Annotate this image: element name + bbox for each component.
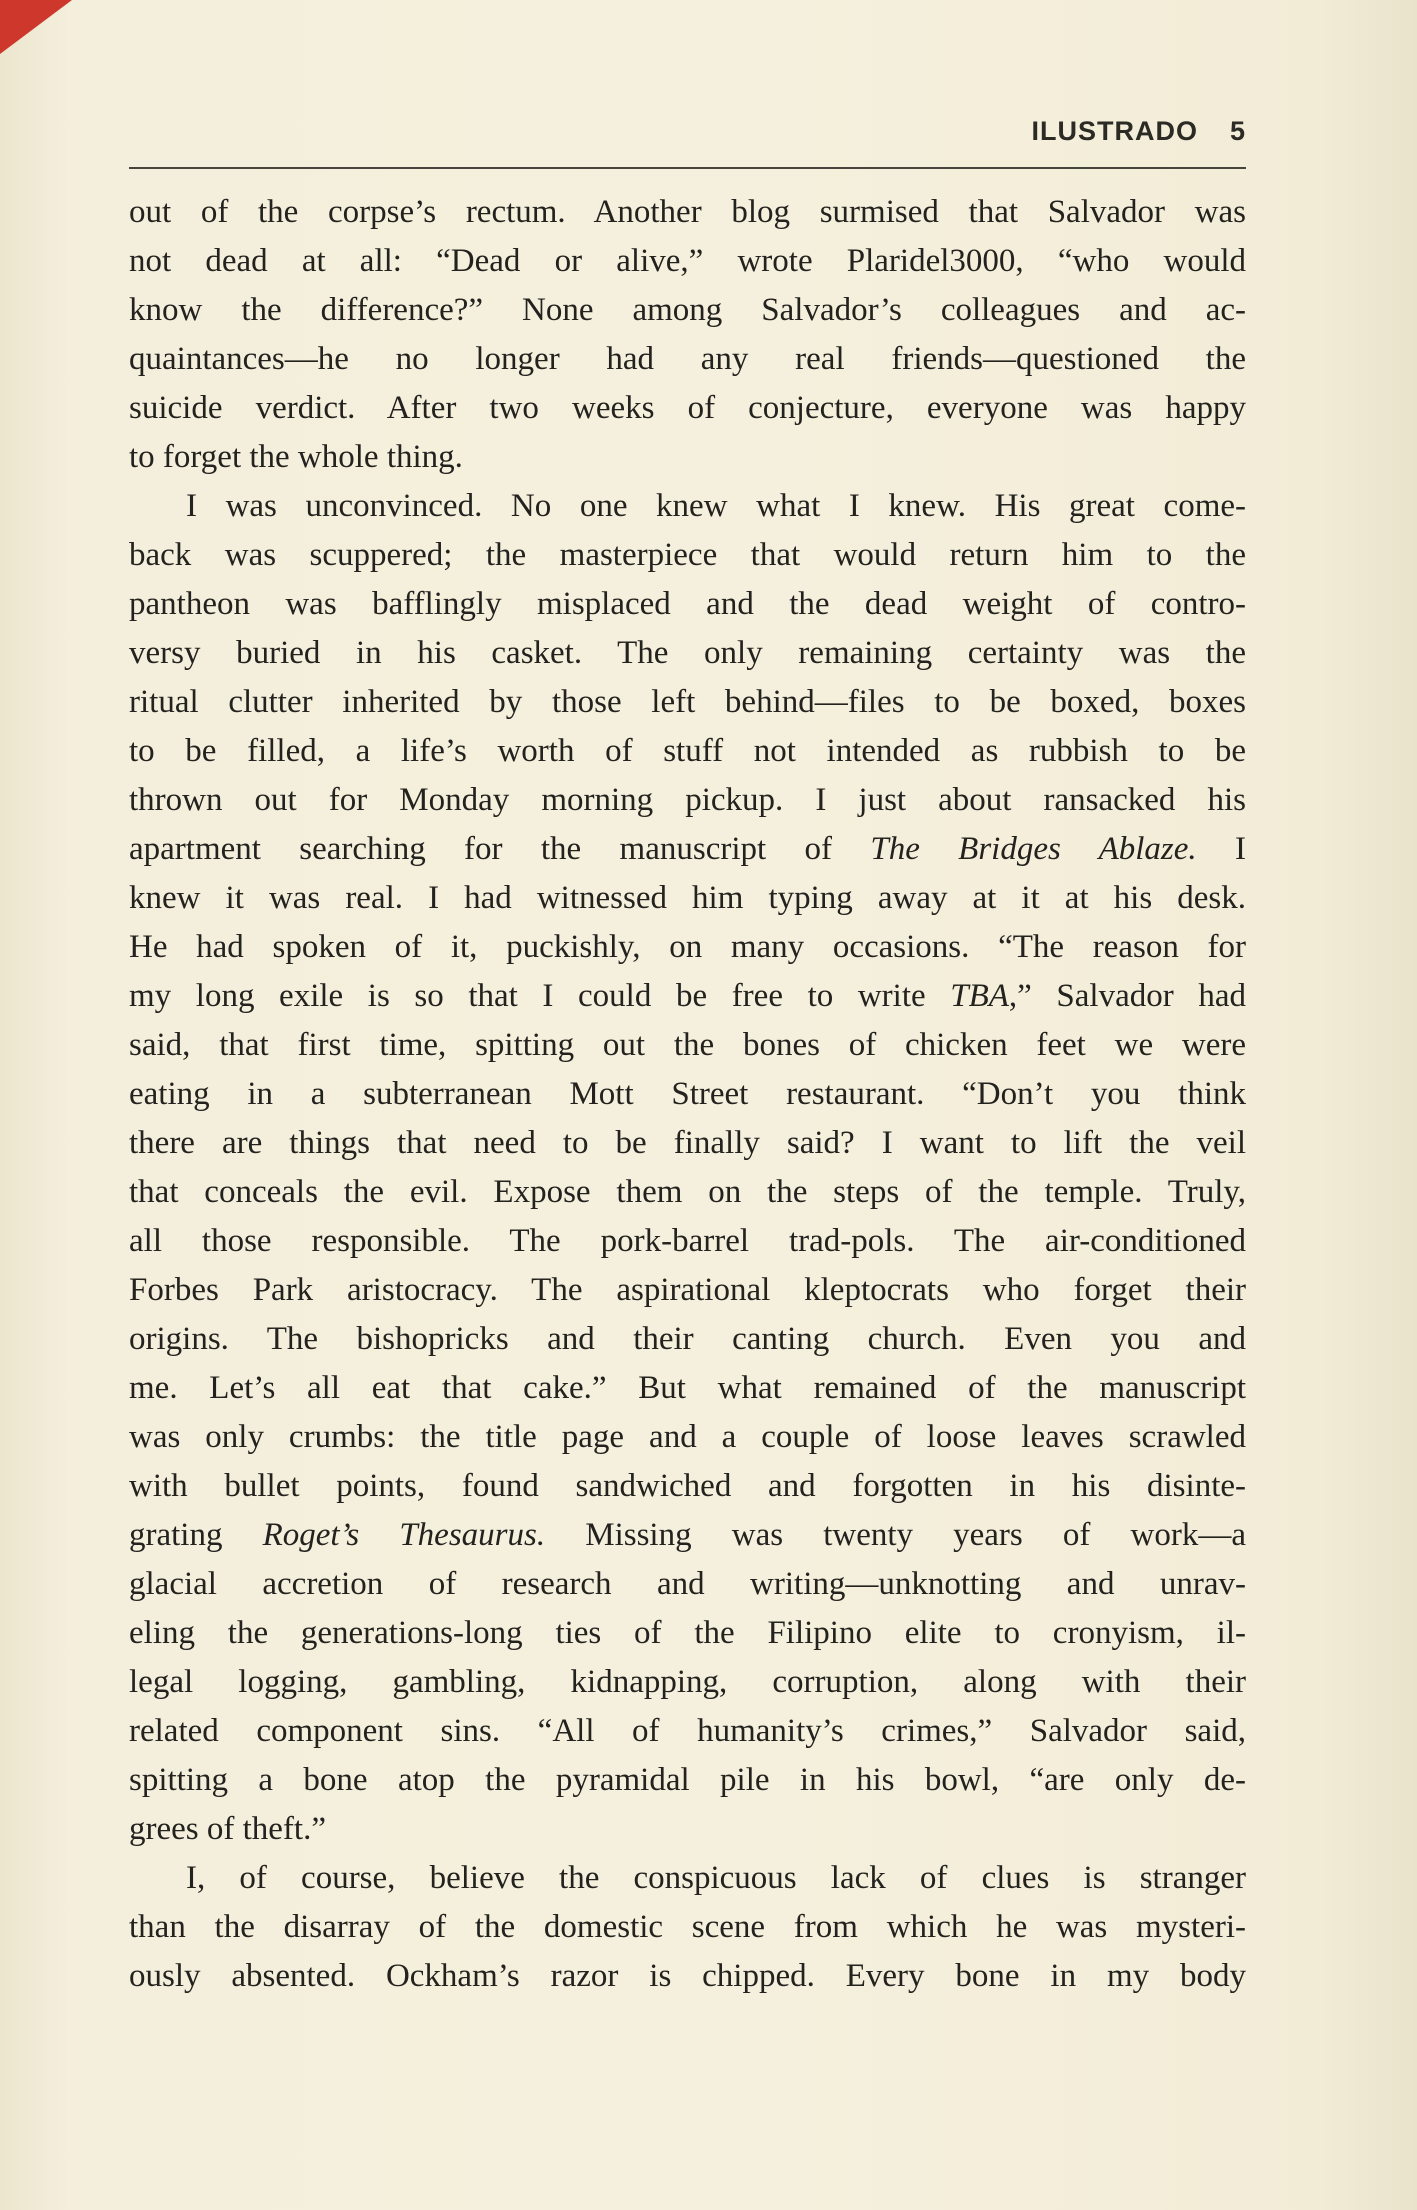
text-segment: I, of course, believe the conspicuous lack of clues is stranger bbox=[186, 1860, 1246, 1896]
text-line bbox=[129, 286, 1246, 335]
text-line bbox=[129, 1756, 1246, 1805]
text-segment: ously absented. Ockham’s razor is chipped. Every bone in my body bbox=[129, 1958, 1246, 1994]
text-segment: grees of theft.” bbox=[129, 1811, 326, 1847]
italic-book-title: The Bridges Ablaze. bbox=[870, 831, 1197, 867]
text-segment: suicide verdict. After two weeks of conjecture, everyone was happy bbox=[129, 390, 1246, 426]
text-line bbox=[129, 1021, 1246, 1070]
text-segment: than the disarray of the domestic scene from which he was mysteri- bbox=[129, 1909, 1246, 1945]
page-content bbox=[129, 0, 1246, 2001]
text-line bbox=[129, 433, 1246, 482]
text-line bbox=[129, 874, 1246, 923]
text-line bbox=[129, 1413, 1246, 1462]
text-segment: I bbox=[1196, 831, 1246, 867]
text-line bbox=[129, 629, 1246, 678]
text-segment: eating in a subterranean Mott Street restaurant. “Don’t you think bbox=[129, 1076, 1246, 1112]
text-segment: eling the generations-long ties of the Filipino elite to cronyism, il- bbox=[129, 1615, 1246, 1651]
text-segment: with bullet points, found sandwiched and forgotten in his disinte- bbox=[129, 1468, 1246, 1504]
text-line bbox=[129, 1707, 1246, 1756]
text-line bbox=[129, 923, 1246, 972]
text-line bbox=[129, 1364, 1246, 1413]
text-segment: to forget the whole thing. bbox=[129, 439, 463, 475]
text-line bbox=[129, 1119, 1246, 1168]
text-line bbox=[129, 1462, 1246, 1511]
text-segment: out of the corpse’s rectum. Another blog surmised that Salvador was bbox=[129, 194, 1246, 230]
text-segment: me. Let’s all eat that cake.” But what remained of the manuscript bbox=[129, 1370, 1246, 1406]
text-line bbox=[129, 580, 1246, 629]
text-segment: there are things that need to be finally said? I want to lift the veil bbox=[129, 1125, 1246, 1161]
running-header bbox=[129, 118, 1246, 145]
paragraph bbox=[129, 1854, 1246, 2001]
text-segment: quaintances—he no longer had any real friends—questioned the bbox=[129, 341, 1246, 377]
text-line bbox=[129, 335, 1246, 384]
text-line bbox=[129, 1903, 1246, 1952]
text-line bbox=[129, 972, 1246, 1021]
text-segment: pantheon was bafflingly misplaced and the dead weight of contro- bbox=[129, 586, 1246, 622]
running-header-title: ILUSTRADO bbox=[1031, 116, 1198, 146]
text-segment: glacial accretion of research and writing—unknotting and unrav- bbox=[129, 1566, 1246, 1602]
text-line bbox=[129, 1511, 1246, 1560]
italic-book-title: Roget’s Thesaurus. bbox=[262, 1517, 546, 1553]
text-segment: back was scuppered; the masterpiece that would return him to the bbox=[129, 537, 1246, 573]
text-segment: apartment searching for the manuscript of bbox=[129, 831, 871, 867]
paragraph bbox=[129, 188, 1246, 482]
text-line bbox=[129, 531, 1246, 580]
text-segment: ritual clutter inherited by those left behind—files to be boxed, boxes bbox=[129, 684, 1246, 720]
text-segment: not dead at all: “Dead or alive,” wrote Plaridel3000, “who would bbox=[129, 243, 1246, 279]
text-segment: versy buried in his casket. The only remaining certainty was the bbox=[129, 635, 1246, 671]
paragraph bbox=[129, 482, 1246, 1854]
text-line bbox=[129, 1266, 1246, 1315]
text-line bbox=[129, 1070, 1246, 1119]
text-line bbox=[129, 1560, 1246, 1609]
text-segment: origins. The bishopricks and their canting church. Even you and bbox=[129, 1321, 1246, 1357]
text-segment: that conceals the evil. Expose them on the steps of the temple. Truly, bbox=[129, 1174, 1246, 1210]
text-segment: grating bbox=[129, 1517, 263, 1553]
text-line bbox=[129, 678, 1246, 727]
text-line bbox=[129, 482, 1246, 531]
text-line bbox=[129, 1217, 1246, 1266]
text-line bbox=[129, 727, 1246, 776]
text-segment: was only crumbs: the title page and a couple of loose leaves scrawled bbox=[129, 1419, 1246, 1455]
text-segment: I was unconvinced. No one knew what I knew. His great come- bbox=[186, 488, 1246, 524]
text-segment: knew it was real. I had witnessed him typing away at it at his desk. bbox=[129, 880, 1246, 916]
page-number: 5 bbox=[1229, 116, 1246, 146]
cover-corner-accent bbox=[0, 0, 72, 54]
text-line bbox=[129, 1952, 1246, 2001]
text-line bbox=[129, 1805, 1246, 1854]
text-segment: all those responsible. The pork-barrel trad-pols. The air-conditioned bbox=[129, 1223, 1246, 1259]
text-segment: spitting a bone atop the pyramidal pile in his bowl, “are only de- bbox=[129, 1762, 1246, 1798]
italic-book-title: TBA bbox=[950, 978, 1009, 1014]
text-segment: related component sins. “All of humanity’s crimes,” Salvador said, bbox=[129, 1713, 1246, 1749]
body-text bbox=[129, 188, 1246, 2001]
text-line bbox=[129, 1168, 1246, 1217]
text-line bbox=[129, 384, 1246, 433]
text-segment: thrown out for Monday morning pickup. I just about ransacked his bbox=[129, 782, 1246, 818]
header-rule bbox=[129, 167, 1246, 169]
text-segment: said, that first time, spitting out the bones of chicken feet we were bbox=[129, 1027, 1246, 1063]
text-line bbox=[129, 825, 1246, 874]
text-line bbox=[129, 188, 1246, 237]
text-segment: Missing was twenty years of work—a bbox=[545, 1517, 1246, 1553]
text-line bbox=[129, 1658, 1246, 1707]
text-segment: to be filled, a life’s worth of stuff not intended as rubbish to be bbox=[129, 733, 1246, 769]
text-line bbox=[129, 237, 1246, 286]
text-segment: know the difference?” None among Salvador’s colleagues and ac- bbox=[129, 292, 1246, 328]
text-segment: ,” Salvador had bbox=[1008, 978, 1246, 1014]
text-line bbox=[129, 1609, 1246, 1658]
text-line bbox=[129, 1315, 1246, 1364]
text-line bbox=[129, 1854, 1246, 1903]
text-line bbox=[129, 776, 1246, 825]
text-segment: legal logging, gambling, kidnapping, corruption, along with their bbox=[129, 1664, 1246, 1700]
text-segment: Forbes Park aristocracy. The aspirational kleptocrats who forget their bbox=[129, 1272, 1246, 1308]
text-segment: my long exile is so that I could be free to write bbox=[129, 978, 951, 1014]
text-segment: He had spoken of it, puckishly, on many occasions. “The reason for bbox=[129, 929, 1246, 965]
